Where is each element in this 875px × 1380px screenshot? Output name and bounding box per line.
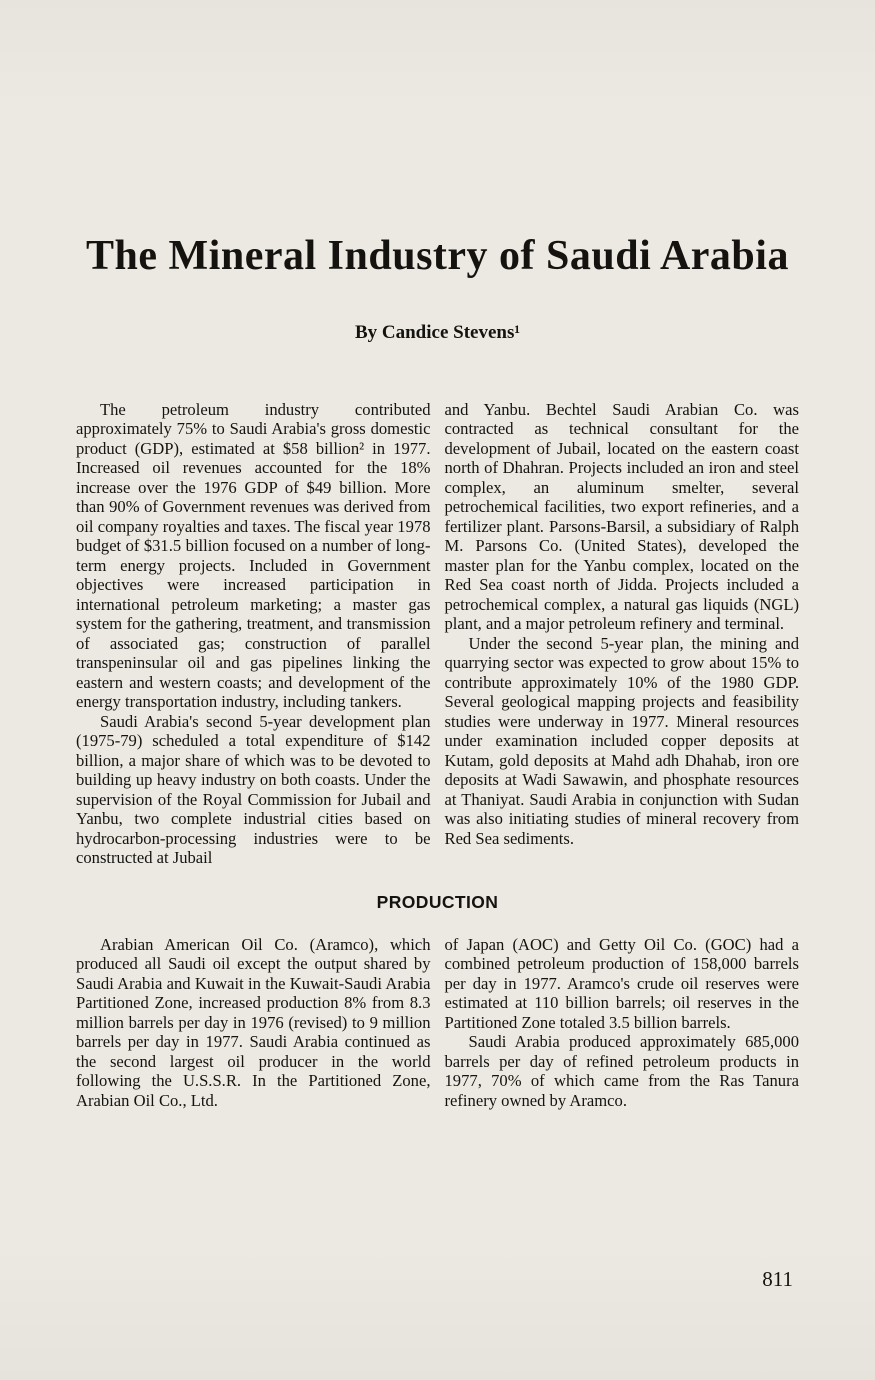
section-heading-production: PRODUCTION	[376, 891, 499, 912]
page-number: 811	[762, 1267, 793, 1291]
intro-right-column	[445, 400, 800, 868]
production-section	[0, 935, 875, 1111]
paragraph: The petroleum industry contributed approximately 75% to Saudi Arabia's gross domestic product (GDP), estimated at $58 billion² in 1977. Increased oil revenues accounted for the 18% increase over the 1976 GDP of $49 billion. More than 90% of Government revenues was derived from oil company royalties and taxes. The fiscal year 1978 budget of $31.5 billion focused on a number of long-term energy projects. Included in Government objectives were increased participation in international petroleum marketing; a master gas system for the gathering, treatment, and transmission of associated gas; construction of parallel transpeninsular oil and gas pipelines linking the eastern and western coasts; and development of the energy transportation industry, including tankers.	[76, 399, 431, 712]
intro-section	[0, 400, 875, 868]
paragraph: Arabian American Oil Co. (Aramco), which produced all Saudi oil except the output shared by Saudi Arabia and Kuwait in the Kuwait-Saudi Arabia Partitioned Zone, increased production 8% from 8.3 million barrels per day in 1976 (revised) to 9 million barrels per day in 1977. Saudi Arabia continued as the second largest oil producer in the world following the U.S.S.R. In the Partitioned Zone, Arabian Oil Co., Ltd.	[76, 934, 431, 1110]
paragraph: and Yanbu. Bechtel Saudi Arabian Co. was contracted as technical consultant for the development of Jubail, located on the eastern coast north of Dhahran. Projects included an iron and steel complex, an aluminum smelter, several petrochemical facilities, two export refineries, and a fertilizer plant. Parsons-Barsil, a subsidiary of Ralph M. Parsons Co. (United States), developed the master plan for the Yanbu complex, located on the Red Sea coast north of Jidda. Projects included a petrochemical complex, a natural gas liquids (NGL) plant, and a major petroleum refinery and terminal.	[444, 399, 799, 634]
paragraph: Saudi Arabia produced approximately 685,000 barrels per day of refined petroleum products in 1977, 70% of which came from the Ras Tanura refinery owned by Aramco.	[444, 1032, 799, 1110]
production-right-column	[445, 935, 800, 1111]
production-left-column	[76, 935, 431, 1111]
paragraph: Under the second 5-year plan, the mining and quarrying sector was expected to grow about 15% to contribute approximately 10% of the 1980 GDP. Several geological mapping projects and feasibility studies were underway in 1977. Mineral resources under examination included copper deposits at Kutam, gold deposits at Mahd adh Dhahab, iron ore deposits at Wadi Sawawin, and phosphate resources at Thaniyat. Saudi Arabia in conjunction with Sudan was also initiating studies of mineral recovery from Red Sea sediments.	[444, 633, 799, 848]
article-title: The Mineral Industry of Saudi Arabia	[86, 233, 789, 279]
paragraph: Saudi Arabia's second 5-year development plan (1975-79) scheduled a total expenditure of $142 billion, a major share of which was to be devoted to building up heavy industry on both coasts. Under the supervision of the Royal Commission for Jubail and Yanbu, two complete industrial cities based on hydrocarbon-processing industries were to be constructed at Jubail	[76, 711, 431, 868]
paragraph: of Japan (AOC) and Getty Oil Co. (GOC) had a combined petroleum production of 158,000 barrels per day in 1977. Aramco's crude oil reserves were estimated at 110 billion barrels; oil reserves in the Partitioned Zone totaled 3.5 billion barrels.	[444, 934, 799, 1032]
intro-left-column	[76, 400, 431, 868]
byline: By Candice Stevens¹	[354, 321, 521, 343]
